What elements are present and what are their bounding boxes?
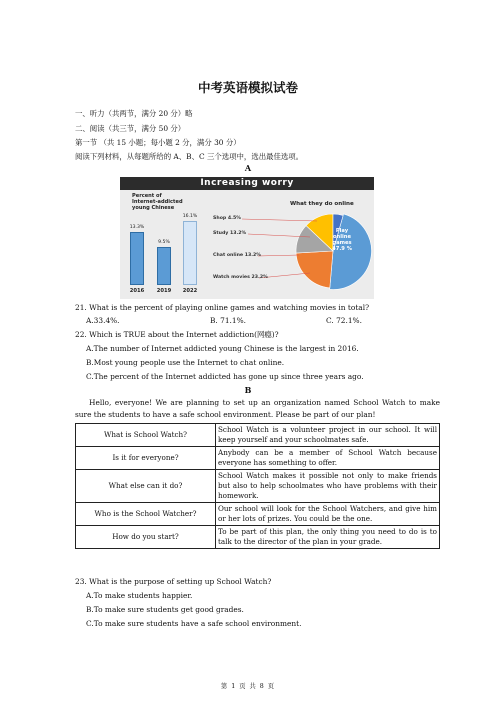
passage-b-intro: Hello, everyone! We are planning to set up an organization named School Watch to make sure the students to have a safe school environment. Please be part of our plan! [75, 398, 440, 419]
q22-option-a: A.The number of Internet addicted young Chinese is the largest in 2016. [86, 344, 359, 353]
play-label-line-1: Play [335, 228, 349, 234]
q23-option-a: A.To make students happier. [86, 591, 193, 600]
section-reading: 二、阅读（共三节，满分 50 分） [75, 124, 186, 133]
bar-chart-title-3: young Chinese [132, 205, 175, 211]
table-question: Is it for everyone? [76, 447, 216, 470]
question-22: 22. Which is TRUE about the Internet addiction(网瘾)? [75, 330, 279, 339]
school-watch-table [75, 423, 440, 549]
q23-option-b: B.To make sure students get good grades. [86, 605, 244, 614]
table-row [76, 470, 440, 503]
page-title: 中考英语模拟试卷 [197, 80, 298, 95]
bar-chart-title-2: Internet-addicted [132, 199, 183, 205]
infographic [120, 177, 374, 299]
banner-text: Increasing worry [200, 178, 294, 188]
q23-option-c: C.To make sure students have a safe school environment. [86, 619, 302, 628]
passage-a-label: A [244, 163, 252, 173]
pie-chart-title: What they do online [290, 201, 354, 207]
year-label: 2019 [156, 288, 172, 294]
bar-value-label: 9.5% [158, 240, 170, 245]
label-chat: Chat online 13.2% [213, 253, 261, 258]
table-row [76, 526, 440, 549]
q21-option-b: B. 71.1%. [210, 316, 246, 325]
table-question: How do you start? [76, 526, 216, 549]
year-label: 2022 [182, 288, 198, 294]
table-answer: School Watch makes it possible not only to make friends but also to help schoolmates who have problems with their homework. [216, 470, 440, 503]
table-row [76, 503, 440, 526]
table-question: What is School Watch? [76, 424, 216, 447]
label-watch: Watch movies 23.2% [213, 275, 268, 280]
instructions: 阅读下列材料，从每题所给的 A、B、C 三个选项中，选出最佳选项。 [75, 152, 304, 161]
table-answer: Our school will look for the School Watchers, and give him or her lots of prizes. You could be the one. [216, 503, 440, 526]
pie-slice-watch [296, 251, 333, 288]
label-play [329, 228, 355, 252]
question-21: 21. What is the percent of playing online games and watching movies in total? [75, 303, 370, 312]
table-row [76, 424, 440, 447]
table-answer: To be part of this plan, the only thing you need to do is to talk to the director of the plan in your grade. [216, 526, 440, 549]
leader-line [242, 219, 317, 221]
bar-value-label: 16.1% [182, 213, 198, 219]
play-label-line-4: 47.9 % [332, 246, 352, 252]
play-label-line-3: games [332, 240, 352, 246]
part-one-heading: 第一节 （共 15 小题；每小题 2 分，满分 30 分） [75, 138, 241, 147]
passage-b-label: B [244, 385, 252, 395]
q21-option-a: A.33.4%. [86, 316, 120, 325]
leader-line [258, 255, 299, 256]
section-listening: 一、听力（共两节，满分 20 分）略 [75, 109, 193, 118]
play-label-line-2: online [332, 234, 352, 240]
table-answer: School Watch is a volunteer project in our school. It will keep yourself and your schoolmates safe. [216, 424, 440, 447]
bar-chart-title-1: Percent of [132, 193, 162, 199]
q22-option-b: B.Most young people use the Internet to chat online. [86, 358, 285, 367]
bar-value-label: 13.3% [129, 224, 145, 230]
label-study: Study 13.2% [213, 231, 247, 236]
table-question: What else can it do? [76, 470, 216, 503]
table-answer: Anybody can be a member of School Watch because everyone has something to offer. [216, 447, 440, 470]
year-label: 2016 [129, 288, 145, 294]
q22-option-c: C.The percent of the Internet addicted has gone up since three years ago. [86, 372, 364, 381]
label-shop: Shop 4.5% [213, 216, 241, 221]
table-row [76, 447, 440, 470]
page-footer: 第 1 页 共 8 页 [220, 683, 276, 690]
table-question: Who is the School Watcher? [76, 503, 216, 526]
question-23: 23. What is the purpose of setting up School Watch? [75, 577, 272, 586]
q21-option-c: C. 72.1%. [326, 316, 362, 325]
